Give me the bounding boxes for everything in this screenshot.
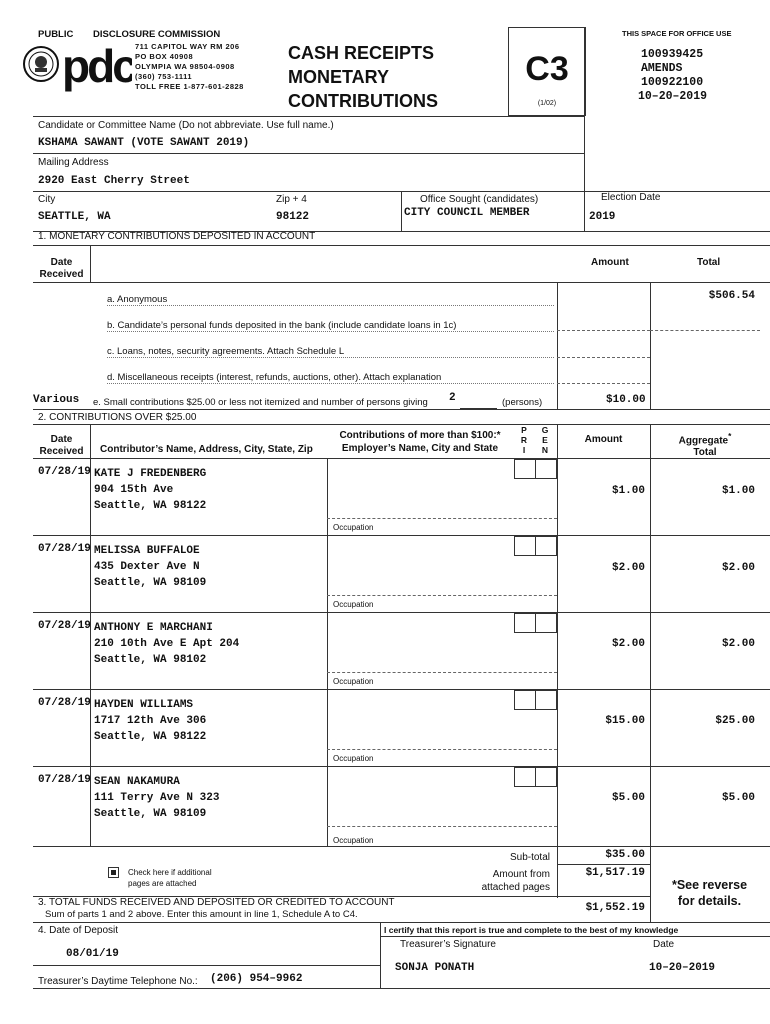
see-reverse-line: *See reverse (671, 878, 748, 892)
employer-header-1: Contributions of more than $100:* (339, 430, 501, 441)
line-e-label: e. Small contributions $25.00 or less not itemized and number of persons giving (93, 397, 428, 408)
amends-id: 100922100 (641, 76, 704, 89)
total-header: Total (697, 257, 721, 268)
check-label-line: Check here if additional (128, 868, 212, 877)
address-line: OLYMPIA WA 98504-0908 (135, 62, 235, 71)
total-funds-value: $1,552.19 (585, 902, 645, 914)
row-amount: $2.00 (611, 562, 645, 574)
contributor-name: KATE J FREDENBERG (94, 468, 207, 480)
city-label: City (38, 194, 56, 205)
agency-address (135, 42, 244, 92)
section3-title: 3. TOTAL FUNDS RECEIVED AND DEPOSITED OR CREDITED TO ACCOUNT (38, 897, 395, 908)
treasurer-name: SONJA PONATH (395, 962, 475, 974)
primary-checkbox[interactable] (514, 767, 536, 787)
rule (327, 672, 557, 673)
aggregate-star: * (728, 431, 732, 441)
office-sought: CITY COUNCIL MEMBER (404, 207, 530, 219)
rule (401, 191, 402, 231)
primary-checkbox[interactable] (514, 459, 536, 479)
occupation-label: Occupation (333, 523, 374, 532)
contributor-city: Seattle, WA 98109 (94, 808, 207, 820)
rule (557, 330, 650, 331)
row-contributor (94, 774, 219, 822)
rule (33, 965, 380, 966)
line-e-count: 2 (449, 392, 456, 404)
rule (33, 245, 770, 246)
rule (33, 689, 770, 690)
row-aggregate: $1.00 (721, 485, 755, 497)
attached-pages-value: $1,517.19 (585, 867, 645, 879)
seal-icon (22, 42, 132, 92)
rule (33, 153, 584, 154)
rule (650, 282, 651, 409)
contributor-address: 210 10th Ave E Apt 204 (94, 638, 240, 650)
agency-name-left: PUBLIC (38, 29, 74, 40)
filing-id: 100939425 (641, 48, 704, 61)
sign-date-label: Date (653, 939, 675, 950)
rule (33, 612, 770, 613)
election-date: 2019 (589, 211, 616, 223)
office-use-label: THIS SPACE FOR OFFICE USE (622, 29, 732, 38)
row-amount: $15.00 (605, 715, 645, 727)
office-use-stamp (638, 48, 708, 104)
line-e-date: Various (33, 394, 80, 406)
address-line: TOLL FREE 1-877-601-2828 (135, 82, 244, 91)
subtotal-label: Sub-total (509, 852, 550, 863)
row-amount: $1.00 (611, 485, 645, 497)
rule (33, 116, 584, 117)
rule (33, 846, 770, 847)
rule (557, 282, 558, 409)
contributor-city: Seattle, WA 98122 (94, 500, 207, 512)
rule (380, 936, 770, 937)
contributor-address: 904 15th Ave (94, 484, 174, 496)
line-a-label: a. Anonymous (107, 294, 554, 306)
rule (33, 409, 770, 410)
rule (327, 826, 557, 827)
primary-checkbox[interactable] (514, 690, 536, 710)
mailing-address-label: Mailing Address (38, 157, 109, 168)
deposit-date: 08/01/19 (66, 948, 119, 960)
attached-pages-label (440, 868, 550, 894)
election-date-label: Election Date (601, 192, 661, 203)
address-line: PO BOX 40908 (135, 52, 194, 61)
section4-title: 4. Date of Deposit (38, 925, 119, 936)
rule (33, 424, 770, 425)
rule (327, 458, 328, 846)
rule (380, 922, 770, 923)
general-header: G E N (541, 425, 549, 455)
row-aggregate: $25.00 (715, 715, 755, 727)
address-line: (360) 753-1111 (135, 72, 193, 81)
row-contributor (94, 466, 206, 514)
rule (33, 282, 770, 283)
line-e-persons: (persons) (502, 397, 543, 408)
rule (557, 383, 650, 384)
title-line: CONTRIBUTIONS (288, 91, 438, 111)
row-aggregate: $5.00 (721, 792, 755, 804)
contributor-name: MELISSA BUFFALOE (94, 545, 200, 557)
pdc-logo (22, 42, 132, 92)
rule (327, 749, 557, 750)
phone-label: Treasurer’s Daytime Telephone No.: (38, 976, 198, 987)
filing-date: 10–20–2019 (638, 90, 708, 103)
row-contributor (94, 620, 239, 668)
attached-label-line: attached pages (481, 882, 550, 893)
line-a-total: $506.54 (708, 290, 755, 302)
sign-date: 10–20–2019 (649, 962, 716, 974)
office-sought-label: Office Sought (candidates) (420, 194, 539, 205)
date-received-header: Date Received (39, 434, 84, 457)
row-amount: $5.00 (611, 792, 645, 804)
general-checkbox[interactable] (535, 690, 557, 710)
amount-header: Amount (591, 257, 629, 268)
attached-label-line: Amount from (492, 869, 550, 880)
check-label-line: pages are attached (128, 879, 197, 888)
line-c-label: c. Loans, notes, security agreements. Attach Schedule L (107, 346, 554, 358)
occupation-label: Occupation (333, 836, 374, 845)
form-version: (1/02) (537, 100, 557, 107)
contributor-city: Seattle, WA 98109 (94, 577, 207, 589)
section3-subtitle: Sum of parts 1 and 2 above. Enter this amount in line 1, Schedule A to C4. (45, 909, 358, 920)
section1-title: 1. MONETARY CONTRIBUTIONS DEPOSITED IN ACCOUNT (38, 231, 316, 242)
mailing-address: 2920 East Cherry Street (38, 175, 190, 187)
row-date: 07/28/19 (38, 697, 91, 709)
subtotal-value: $35.00 (605, 849, 645, 861)
row-amount: $2.00 (611, 638, 645, 650)
date-received-header: Date Received (39, 257, 84, 280)
title-line: CASH RECEIPTS (288, 43, 435, 63)
rule (90, 245, 91, 282)
aggregate-header (650, 430, 760, 459)
contributor-address: 111 Terry Ave N 323 (94, 792, 220, 804)
general-checkbox[interactable] (535, 613, 557, 633)
candidate-name-label: Candidate or Committee Name (Do not abbreviate. Use full name.) (38, 120, 334, 131)
section2-title: 2. CONTRIBUTIONS OVER $25.00 (38, 412, 197, 423)
rule (584, 27, 585, 231)
rule (557, 864, 650, 865)
logo-text: pdc (62, 42, 132, 92)
primary-header: P R I (520, 425, 528, 455)
contributor-city: Seattle, WA 98102 (94, 654, 207, 666)
rule (33, 535, 770, 536)
general-checkbox[interactable] (535, 459, 557, 479)
candidate-name: KSHAMA SAWANT (VOTE SAWANT 2019) (38, 137, 250, 149)
rule (327, 518, 557, 519)
rule (380, 922, 381, 988)
rule (650, 846, 651, 922)
certify-statement: I certify that this report is true and complete to the best of my knowledge (384, 925, 679, 935)
row-date: 07/28/19 (38, 466, 91, 478)
employer-header-2: Employer’s Name, City and State (341, 443, 499, 454)
row-aggregate: $2.00 (721, 638, 755, 650)
rule (557, 357, 650, 358)
form-title (288, 41, 438, 113)
row-contributor (94, 543, 206, 591)
rule (33, 988, 770, 989)
aggregate-label: Aggregate (678, 435, 729, 447)
contributor-name: HAYDEN WILLIAMS (94, 699, 194, 711)
contributor-name: ANTHONY E MARCHANI (94, 622, 213, 634)
zip-value: 98122 (276, 211, 310, 223)
see-reverse-note (652, 877, 767, 909)
rule (650, 330, 760, 331)
rule (33, 458, 770, 459)
treasurer-signature-label: Treasurer’s Signature (400, 939, 496, 950)
city-value: SEATTLE, WA (38, 211, 111, 223)
contributor-name: SEAN NAKAMURA (94, 776, 180, 788)
row-date: 07/28/19 (38, 774, 91, 786)
zip-label: Zip + 4 (276, 194, 307, 205)
row-date: 07/28/19 (38, 620, 91, 632)
see-reverse-line: for details. (677, 894, 742, 908)
contributor-address: 1717 12th Ave 306 (94, 715, 207, 727)
contributor-header: Contributor’s Name, Address, City, State, Zip (100, 444, 313, 455)
agency-name-right: DISCLOSURE COMMISSION (93, 29, 221, 40)
aggregate-total-label: Total (693, 447, 717, 459)
amends-label: AMENDS (641, 62, 683, 75)
address-line: 711 CAPITOL WAY RM 206 (135, 42, 240, 51)
general-checkbox[interactable] (535, 536, 557, 556)
additional-pages-checkbox[interactable] (108, 867, 119, 878)
occupation-label: Occupation (333, 754, 374, 763)
title-line: MONETARY (288, 67, 389, 87)
row-date: 07/28/19 (38, 543, 91, 555)
amount-header-text: Amount (584, 434, 623, 445)
primary-checkbox[interactable] (514, 613, 536, 633)
line-b-label: b. Candidate’s personal funds deposited in the bank (include candidate loans in 1c) (107, 320, 554, 332)
line-d-label: d. Miscellaneous receipts (interest, refunds, auctions, other). Attach explanation (107, 372, 554, 384)
additional-pages-label (128, 867, 212, 889)
amount-header-2 (557, 434, 650, 445)
general-checkbox[interactable] (535, 767, 557, 787)
primary-checkbox[interactable] (514, 536, 536, 556)
checkbox-mark (111, 870, 116, 875)
rule (327, 595, 557, 596)
row-aggregate: $2.00 (721, 562, 755, 574)
occupation-label: Occupation (333, 600, 374, 609)
occupation-label: Occupation (333, 677, 374, 686)
row-contributor (94, 697, 206, 745)
phone-value: (206) 954–9962 (210, 973, 303, 985)
contributor-city: Seattle, WA 98122 (94, 731, 207, 743)
rule (33, 766, 770, 767)
contributor-address: 435 Dexter Ave N (94, 561, 200, 573)
line-e-amount: $10.00 (606, 394, 646, 406)
form-code: C3 (525, 50, 569, 88)
